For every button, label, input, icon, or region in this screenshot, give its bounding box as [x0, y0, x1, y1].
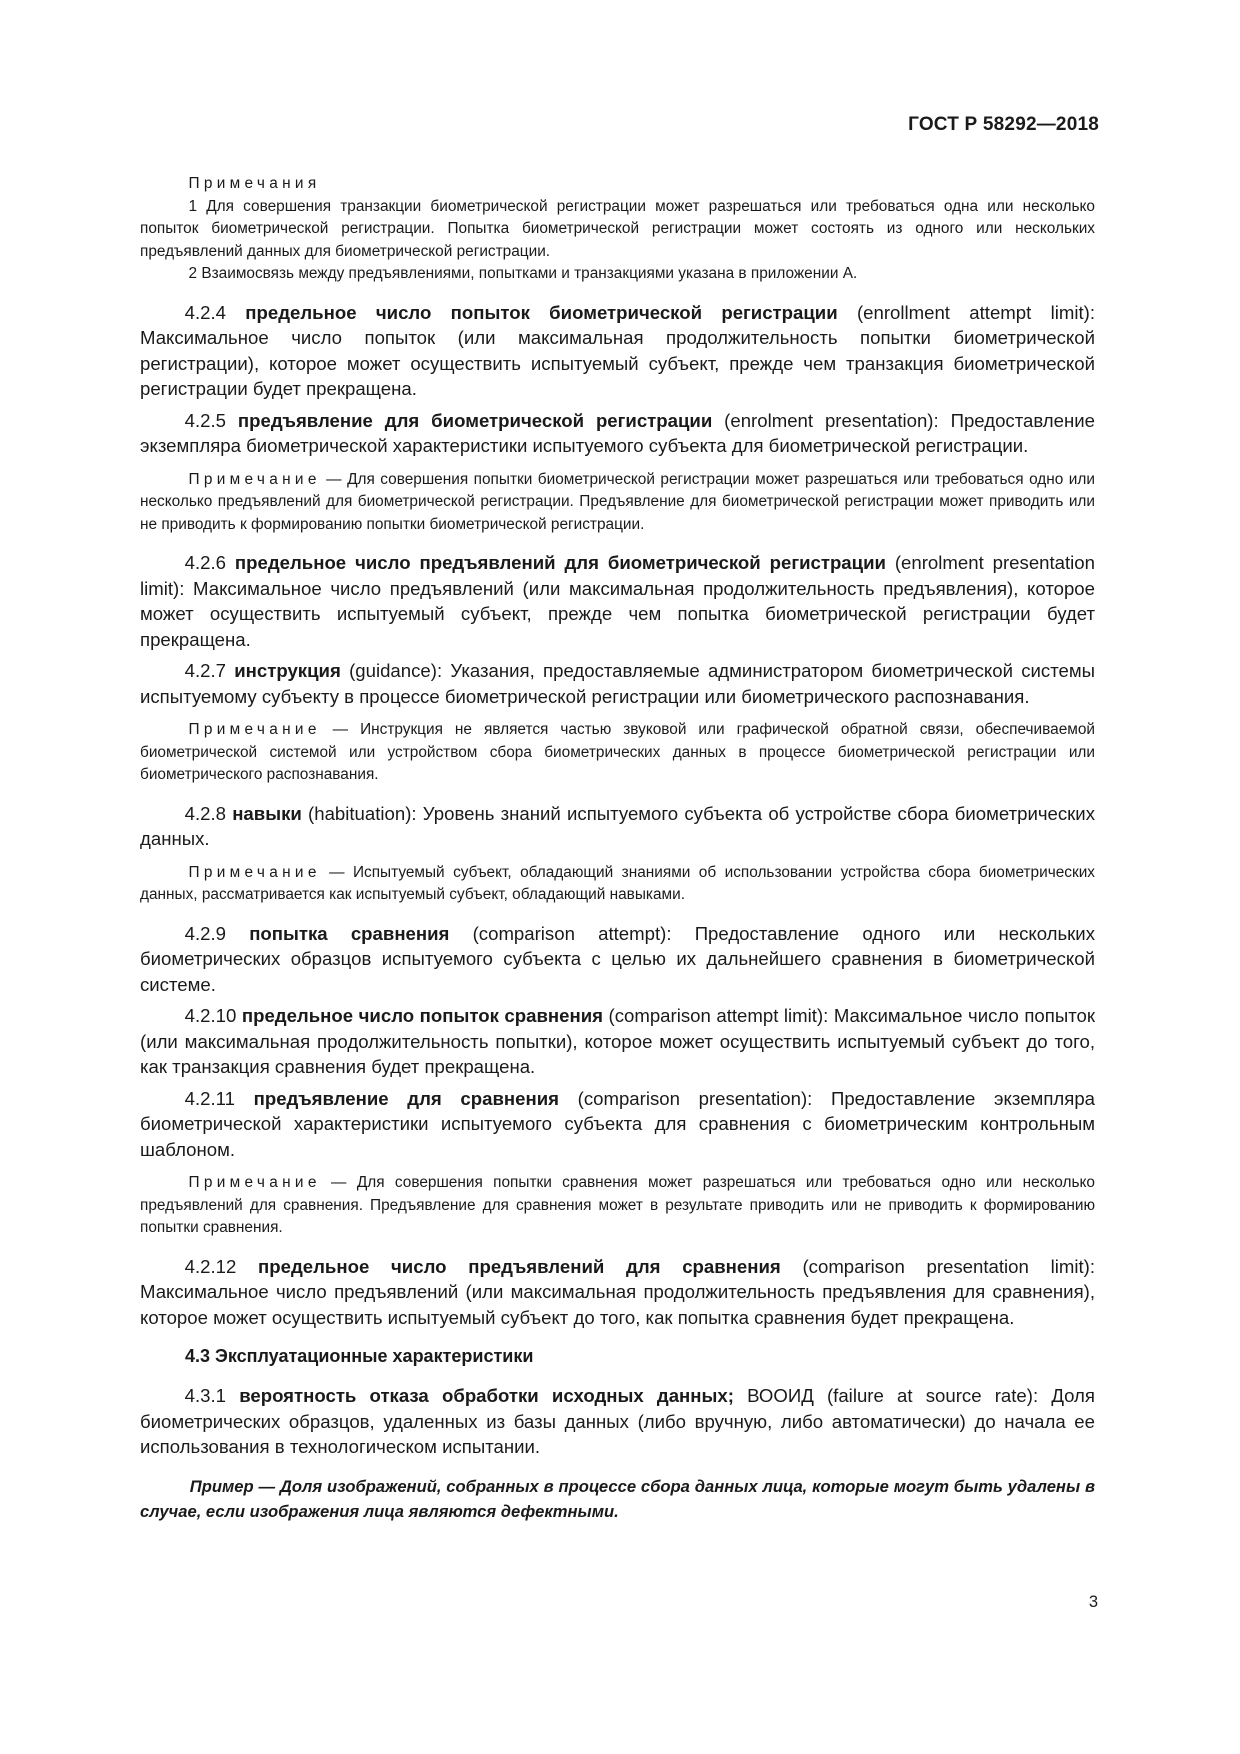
note-text: Инструкция не является частью звуковой или графической обратной связи, обеспечиваемой биометрической системой или устройством сбора биометрических данных в процессе биометрической регистрации или биометрического распознавания.	[140, 721, 1095, 783]
note-dash: —	[320, 863, 353, 881]
term-number: 4.2.8	[184, 802, 233, 824]
note-item-1: 1 Для совершения транзакции биометрической регистрации может разрешаться или требоваться одна или несколько попыток биометрической регистрации. Попытка биометрической регистрации может состоять из одного или нескольких предъявлений данных для биометрической регистрации.	[140, 197, 1095, 260]
term-definition: (enrolment presentation): Предоставление экземпляра биометрической характеристики испытуемого субъекта для биометрической регистрации.	[140, 409, 1095, 456]
term-number: 4.2.12	[184, 1255, 259, 1277]
term-definition: (enrolment presentation limit): Максимальное число предъявлений (или максимальная продолжительность предъявления), которое может осуществить испытуемый субъект, прежде чем попытка биометрической регистрации будет прекращена.	[140, 552, 1095, 650]
note-4-2-7	[140, 719, 1095, 787]
term-definition: (guidance): Указания, предоставляемые администратором биометрической системы испытуемому субъекту в процессе биометрической регистрации или биометрического распознавания.	[140, 660, 1095, 707]
term-4-2-12	[140, 1254, 1095, 1331]
page-content	[140, 173, 1095, 1524]
term-title: предельное число попыток биометрической регистрации	[245, 301, 838, 323]
note-label: Примечание	[188, 863, 321, 881]
term-number: 4.2.4	[184, 301, 246, 323]
note-dash: —	[320, 1174, 357, 1191]
term-definition: (comparison presentation): Предоставление экземпляра биометрической характеристики испытуемого субъекта для сравнения с биометрическим контрольным шаблоном.	[140, 1087, 1095, 1160]
note-text: Испытуемый субъект, обладающий знаниями об использовании устройства сбора биометрических данных, рассматривается как испытуемый субъект, обладающий навыками.	[140, 863, 1095, 903]
note-4-2-11	[140, 1172, 1095, 1240]
term-number: 4.2.9	[184, 922, 250, 944]
term-title: вероятность отказа обработки исходных данных;	[239, 1385, 734, 1406]
term-definition: (comparison attempt): Предоставление одного или нескольких биометрических образцов испытуемого субъекта с целью их дальнейшего сравнения в биометрической системе.	[140, 922, 1095, 995]
term-title: предъявление для биометрической регистрации	[237, 409, 713, 431]
term-definition: ВООИД (failure at source rate): Доля биометрических образцов, удаленных из базы данных (либо вручную, либо автоматически) до начала ее использования в технологическом испытании.	[140, 1385, 1095, 1457]
term-number: 4.2.6	[184, 552, 235, 573]
note-text: Для совершения попытки сравнения может разрешаться или требоваться одно или несколько предъявлений для сравнения. Предъявление для сравнения может в результате приводить или не приводить к формированию попытки сравнения.	[140, 1174, 1095, 1236]
note-label: Примечание	[188, 1174, 321, 1191]
notes-label-text: Примечания	[188, 175, 321, 192]
notes-label	[140, 173, 1095, 196]
note-label: Примечание	[188, 721, 321, 738]
term-number: 4.2.11	[184, 1087, 254, 1109]
page-number: 3	[1088, 1593, 1098, 1611]
term-4-2-9	[140, 921, 1095, 998]
term-title: предельное число попыток сравнения	[241, 1005, 603, 1026]
term-4-3-1	[140, 1383, 1095, 1460]
term-title: попытка сравнения	[249, 922, 450, 944]
term-definition: (habituation): Уровень знаний испытуемого субъекта об устройстве сбора биометрических данных.	[140, 802, 1095, 849]
term-definition: (comparison attempt limit): Максимальное число попыток (или максимальная продолжительность попытки), которое может осуществить испытуемый субъект до того, как транзакция сравнения будет прекращена.	[140, 1005, 1095, 1077]
term-number: 4.2.5	[184, 409, 238, 431]
note-dash: —	[320, 470, 348, 488]
term-title: предельное число предъявлений для сравнения	[258, 1255, 781, 1277]
term-4-2-11	[140, 1086, 1095, 1163]
term-4-2-10	[140, 1003, 1095, 1080]
note-text: Для совершения попытки биометрической регистрации может разрешаться или требоваться одно или несколько предъявлений для биометрической регистрации. Предъявление для биометрической регистрации может приводить или не приводить к формированию попытки биометрической регистрации.	[140, 470, 1095, 533]
note-item-2: 2 Взаимосвязь между предъявлениями, попытками и транзакциями указана в приложении А.	[188, 265, 858, 282]
term-number: 4.2.7	[184, 660, 235, 681]
term-title: навыки	[232, 802, 302, 824]
term-4-2-4	[140, 300, 1095, 402]
note-4-2-5	[140, 469, 1095, 537]
example-text: Пример — Доля изображений, собранных в процессе сбора данных лица, которые могут быть удалены в случае, если изображения лица являются дефектными.	[140, 1476, 1095, 1521]
note-label: Примечание	[188, 470, 321, 488]
term-number: 4.2.10	[184, 1005, 242, 1026]
document-code: ГОСТ Р 58292—2018	[908, 114, 1099, 135]
note-4-2-8	[140, 862, 1095, 907]
term-title: предельное число предъявлений для биометрической регистрации	[234, 552, 886, 573]
note-dash: —	[320, 721, 361, 738]
term-4-2-7	[140, 658, 1095, 709]
term-4-2-8	[140, 801, 1095, 852]
term-4-2-6	[140, 550, 1095, 652]
term-definition: (enrollment attempt limit): Максимальное число попыток (или максимальная продолжительность попытки биометрической регистрации), которое может осуществить испытуемый субъект, прежде чем транзакция биометрической регистрации будет прекращена.	[140, 301, 1095, 399]
section-heading-4-3: 4.3 Эксплуатационные характеристики	[185, 1346, 534, 1366]
term-title: инструкция	[234, 660, 341, 681]
term-title: предъявление для сравнения	[253, 1087, 559, 1109]
term-number: 4.3.1	[184, 1385, 240, 1406]
term-4-2-5	[140, 408, 1095, 459]
term-definition: (comparison presentation limit): Максимальное число предъявлений (или максимальная продолжительность предъявления для сравнения), которое может осуществить испытуемый субъект до того, как попытка сравнения будет прекращена.	[140, 1255, 1095, 1328]
